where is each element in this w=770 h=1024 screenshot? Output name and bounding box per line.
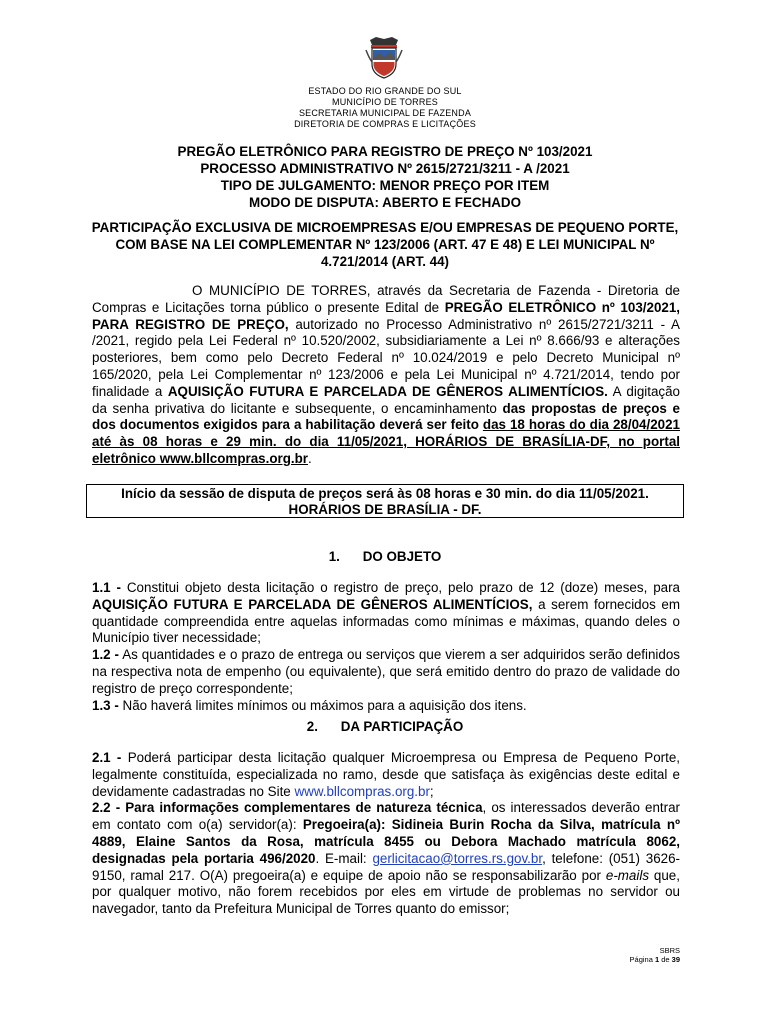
clause-1-3 — [92, 698, 680, 715]
section-1-heading — [0, 548, 770, 565]
header-state: ESTADO DO RIO GRANDE DO SUL — [308, 86, 462, 96]
title-tipo-julgamento: TIPO DE JULGAMENTO: MENOR PREÇO POR ITEM — [220, 178, 550, 193]
page-number — [630, 955, 680, 964]
header-directorate: DIRETORIA DE COMPRAS E LICITAÇÕES — [294, 119, 476, 129]
section-1-number: 1. — [328, 549, 340, 564]
exclusive-participation-notice: PARTICIPAÇÃO EXCLUSIVA DE MICROEMPRESAS E/OU EMPRESAS DE PEQUENO PORTE, COM BASE NA LEI COMPLEMENTAR Nº 123/2006 (ART. 47 E 48) E LEI MUNICIPAL Nº 4.721/2014 (ART. 44) — [91, 220, 679, 269]
clause-2-2-text-2: . E-mail: — [315, 850, 373, 866]
section-2-body — [92, 750, 680, 918]
intro-deadline: das 18 horas do dia 28/04/2021 até às 08 horas e 29 min. do dia 11/05/2021, HORÁRIOS DE BRASÍLIA-DF, no portal eletrônico www.bllcompras.org.br — [92, 417, 681, 466]
clause-2-2-italic: e-mails — [605, 867, 650, 883]
section-2-number: 2. — [306, 719, 318, 734]
intro-text-1: O MUNICÍPIO DE TORRES, através da Secretaria de Fazenda - Diretoria de Compras e Licitações torna público o presente Edital de — [92, 283, 680, 315]
clause-1-1-number: 1.1 - — [92, 580, 121, 595]
page-label: Página — [629, 955, 655, 964]
clause-1-3-number: 1.3 - — [92, 697, 119, 713]
page-total: 39 — [671, 955, 680, 964]
document-header — [0, 86, 770, 130]
session-start-box — [86, 484, 684, 518]
title-processo: PROCESSO ADMINISTRATIVO Nº 2615/2721/3211 - A /2021 — [200, 161, 570, 176]
clause-1-2-number: 1.2 - — [92, 647, 120, 663]
page-of: de — [659, 955, 672, 964]
clause-1-2-text: As quantidades e o prazo de entrega ou serviços que vierem a ser adquiridos serão definidos na respectiva nota de empenho (ou equivalente), que será emitido dentro do prazo de validade do registro de preço correspondente; — [92, 647, 680, 696]
intro-text-2: autorizado no Processo Administrativo nº 2615/2721/3211 - A /2021, regido pela Lei Federal nº 10.520/2002, subsidiariamente a Lei nº 8.666/93 e alterações posteriores, bem como pelo Decreto Federal nº 10.024/2019 e pelo Decreto Municipal nº 165/2020, pela Lei Complementar nº 123/2006 e pela Lei Municipal nº 4.721/2014, tendo por finalidade a — [92, 316, 680, 399]
clause-1-1-bold: AQUISIÇÃO FUTURA E PARCELADA DE GÊNEROS ALIMENTÍCIOS, — [92, 596, 533, 612]
title-modo-disputa: MODO DE DISPUTA: ABERTO E FECHADO — [248, 195, 522, 210]
session-start-line-2: HORÁRIOS DE BRASÍLIA - DF. — [288, 502, 482, 517]
clause-2-1-number: 2.1 - — [92, 750, 122, 765]
clause-1-3-text: Não haverá limites mínimos ou máximos para a aquisição dos itens. — [118, 697, 527, 713]
section-1-body — [92, 580, 680, 714]
clause-2-2 — [92, 800, 680, 918]
clause-2-2-text-3: , telefone: (051) 3626-9150, ramal 217. O(A) pregoeira(a) e equipe de apoio não se responsabilizarão por — [92, 850, 680, 883]
clause-2-1-text-1: Poderá participar desta licitação qualquer Microempresa ou Empresa de Pequeno Porte, legalmente constituída, especializada no ramo, desde que satisfaça às exigências deste edital e devidamente cadastradas no Site — [92, 750, 680, 799]
document-titles — [0, 143, 770, 211]
clause-1-2 — [92, 647, 680, 697]
clause-1-1-text-1: Constitui objeto desta licitação o registro de preço, pelo prazo de 12 (doze) meses, para — [120, 580, 681, 595]
session-start-line-1: Início da sessão de disputa de preços será às 08 horas e 30 min. do dia 11/05/2021. — [121, 486, 649, 501]
section-2-title: DA PARTICIPAÇÃO — [340, 719, 464, 734]
clause-2-1 — [92, 750, 680, 800]
clause-2-1-text-2: ; — [429, 783, 434, 799]
clause-2-2-bold: Pregoeira(a): Sidineia Burin Rocha da Silva, matrícula nº 4889, Elaine Santos da Rosa, matrícula 8455 ou Debora Machado matrícula 8062, designadas pela portaria 496/2020 — [92, 817, 680, 866]
bllcompras-link[interactable]: www.bllcompras.org.br — [294, 783, 430, 799]
clause-2-2-text-4: que, por qualquer motivo, não forem recebidos por eles em virtude de problemas no servidor ou navegador, tanto da Prefeitura Municipal de Torres quanto do emissor; — [92, 867, 680, 917]
intro-bold-2: AQUISIÇÃO FUTURA E PARCELADA DE GÊNEROS ALIMENTÍCIOS. — [167, 383, 608, 399]
header-secretariat: SECRETARIA MUNICIPAL DE FAZENDA — [298, 108, 472, 118]
intro-bold-3: das propostas de preços e dos documentos exigidos para a habilitação deverá ser feito — [92, 400, 680, 433]
clause-2-2-number: 2.2 - Para informações complementares de natureza técnica — [92, 800, 483, 816]
email-link[interactable]: gerlicitacao@torres.rs.gov.br — [372, 850, 543, 866]
intro-bold-1: PREGÃO ELETRÔNICO nº 103/2021, PARA REGISTRO DE PREÇO, — [92, 299, 681, 332]
intro-paragraph — [92, 283, 680, 468]
clause-1-1 — [92, 580, 680, 647]
clause-1-1-text-2: a serem fornecidos em quantidade compreendida entre aquelas informadas como mínimas e máximas, quando deles o Município tiver necessidade; — [92, 596, 680, 646]
section-2-heading — [0, 718, 770, 735]
page-current: 1 — [654, 955, 660, 964]
footer-code: SBRS — [659, 946, 680, 955]
page-footer — [630, 946, 680, 964]
title-pregao: PREGÃO ELETRÔNICO PARA REGISTRO DE PREÇO Nº 103/2021 — [177, 144, 593, 159]
section-1-title: DO OBJETO — [362, 549, 442, 564]
intro-text-3: A digitação da senha privativa do licitante e subsequente, o encaminhamento — [92, 383, 680, 416]
municipal-crest-icon — [364, 36, 404, 80]
header-municipality: MUNICÍPIO DE TORRES — [332, 97, 438, 107]
clause-2-2-text-1: , os interessados deverão entrar em contato com o(a) servidor(a): — [92, 800, 680, 833]
intro-text-4: . — [308, 450, 312, 466]
